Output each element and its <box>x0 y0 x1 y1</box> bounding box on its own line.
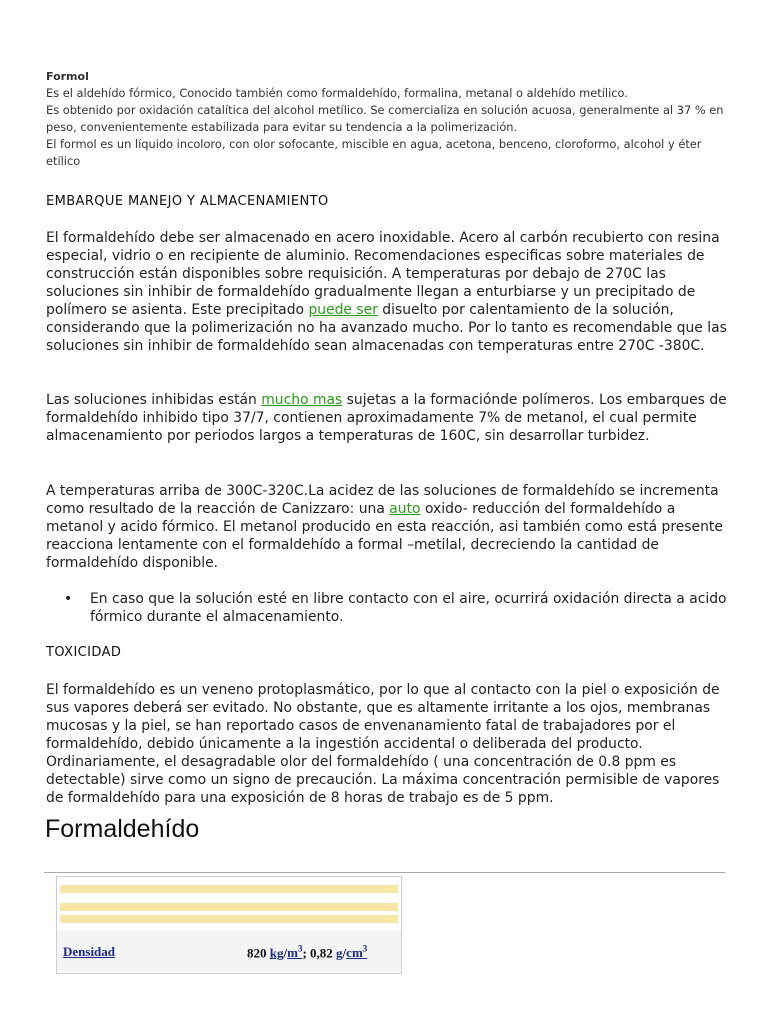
unit-cm3-link[interactable] <box>346 945 367 960</box>
storage-p1-text-a: El formaldehído debe ser almacenado en acero inoxidable. Acero al carbón recubierto con resina especial, vidrio o en recipiente de aluminio. Recomendaciones especificas sobre materiales de construcción están disponibles sobre requisición. A temperaturas por debajo de 270C las soluciones sin inhibir de formaldehído gradualmente llegan a enturbiarse y un precipitado de polímero se asienta. Este precipitado <box>46 230 720 318</box>
storage-paragraph-3 <box>46 482 730 572</box>
infobox-title: Formaldehído <box>45 815 200 843</box>
storage-p1-text-b: disuelto por calentamiento de la solución, considerando que la polimerización no ha avanzado mucho. Por lo tanto es recomendable que las soluciones sin inhibir de formaldehído sean almacenadas con temperaturas entre 270C -380C. <box>46 302 727 354</box>
unit-kg-link[interactable]: kg <box>269 945 284 961</box>
infobox-band-1 <box>60 885 398 893</box>
density-number-1: 820 <box>247 945 270 961</box>
heading-storage: EMBARQUE MANEJO Y ALMACENAMIENTO <box>46 194 329 209</box>
density-label-link[interactable]: Densidad <box>63 944 116 959</box>
storage-paragraph-1 <box>46 229 730 355</box>
intro-line-1: Es el aldehído fórmico, Conocido también como formaldehído, formalina, metanal o aldehído metílico. <box>46 86 628 100</box>
link-auto[interactable]: auto <box>389 501 421 517</box>
slash-2: / <box>342 945 347 961</box>
sup-3-b: 3 <box>362 944 368 954</box>
intro-block <box>46 68 726 170</box>
density-row <box>57 931 401 971</box>
storage-p3-text-a: A temperaturas arriba de 300C-320C.La acidez de las soluciones de formaldehído se incrementa como resultado de la reacción de Canizzaro: una <box>46 483 719 517</box>
toxicity-paragraph: El formaldehído es un veneno protoplasmático, por lo que al contacto con la piel o exposición de sus vapores deberá ser evitado. No obstante, que es altamente irritante a los ojos, membranas mucosas y la piel, se han reportado casos de envenanamiento fatal de trabajadores por el formaldehído, debido únicamente a la ingestión accidental o deliberada del producto. Ordinariamente, el desagradable olor del formaldehído ( una concentración de 0.8 ppm es detectable) sirve como un signo de precaución. La máxima concentración permisible de vapores de formaldehído para una exposición de 8 horas de trabajo es de 5 ppm. <box>46 682 720 806</box>
storage-bullet-list <box>62 590 732 626</box>
storage-p3-text-b: oxido- reducción del formaldehído a metanol y acido fórmico. El metanol producido en esta reacción, asi también como está presente reacciona lentamente con el formaldehído a formal –metilal, decreciendo la cantidad de formaldehído disponible. <box>46 501 723 571</box>
heading-toxicity: TOXICIDAD <box>46 645 122 660</box>
unit-g-link[interactable]: g <box>336 945 343 961</box>
storage-p2-text-a: Las soluciones inhibidas están <box>46 392 262 408</box>
unit-cm: cm <box>346 945 363 961</box>
infobox-band-3 <box>60 915 398 923</box>
infobox-band-2 <box>60 903 398 911</box>
intro-line-3: El formol es un líquido incoloro, con olor sofocante, miscible en agua, acetona, benceno, cloroformo, alcohol y éter etílico <box>46 137 702 168</box>
density-number-2: ; 0,82 <box>302 945 337 961</box>
slash-1: / <box>283 945 288 961</box>
unit-m3-link[interactable] <box>287 945 302 960</box>
intro-title: Formol <box>46 70 89 83</box>
storage-paragraph-2 <box>46 391 730 445</box>
bullet-item: • En caso que la solución esté en libre contacto con el aire, ocurrirá oxidación directa a acido fórmico durante el almacenamiento. <box>62 590 732 626</box>
intro-line-2: Es obtenido por oxidación catalítica del alcohol metílico. Se comercializa en solución acuosa, generalmente al 37 % en peso, convenientemente estabilizada para evitar su tendencia a la polimerización. <box>46 103 724 134</box>
sup-3-a: 3 <box>297 944 303 954</box>
title-divider <box>44 872 725 873</box>
unit-m: m <box>287 945 298 961</box>
storage-p2-text-b: sujetas a la formaciónde polímeros. Los embarques de formaldehído inhibido tipo 37/7, contienen aproximadamente 7% de metanol, el cual permite almacenamiento por periodos largos a temperaturas de 160C, sin desarrollar turbidez. <box>46 392 727 444</box>
link-puede-ser[interactable]: puede ser <box>308 302 378 318</box>
density-value <box>247 944 367 961</box>
link-mucho-mas[interactable]: mucho mas <box>261 392 343 408</box>
infobox-table <box>56 876 402 974</box>
